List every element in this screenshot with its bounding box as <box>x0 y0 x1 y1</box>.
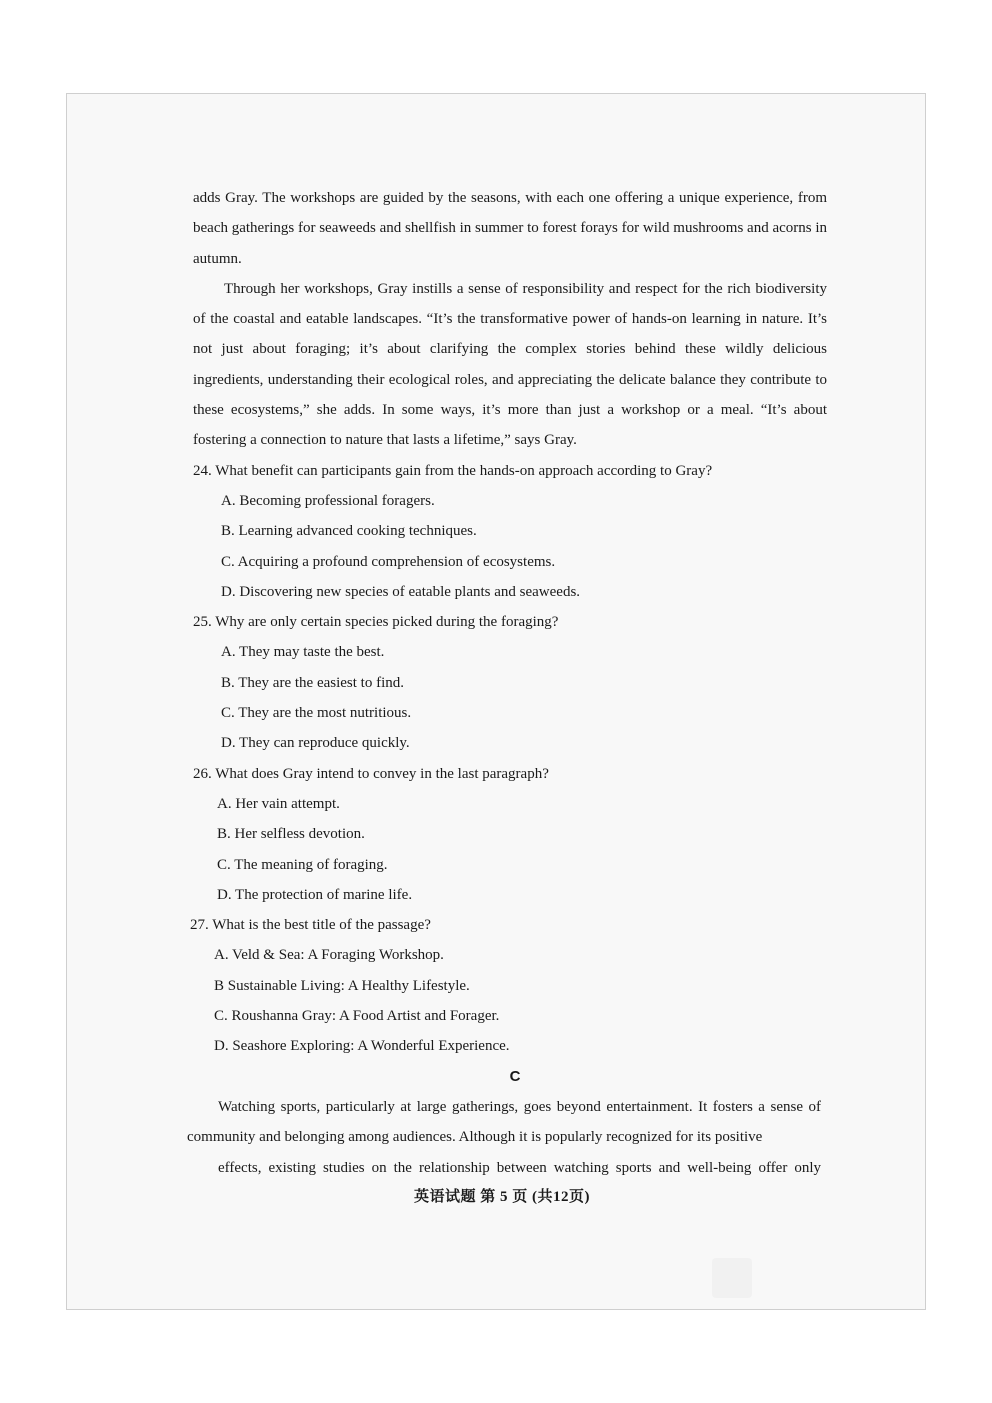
section-c-heading: C <box>509 1067 521 1085</box>
option-b: B. Her selfless devotion. <box>217 826 365 843</box>
option-b: B. They are the easiest to find. <box>221 674 405 691</box>
question-stem: 27. What is the best title of the passage? <box>190 917 431 934</box>
option-a: A. Veld & Sea: A Foraging Workshop. <box>214 947 444 964</box>
passage-c-paragraph-1 <box>187 1092 821 1183</box>
question-25 <box>193 607 827 758</box>
option-d: D. Seashore Exploring: A Wonderful Experience. <box>214 1038 510 1055</box>
passage-b-paragraph-2: Through her workshops, Gray instills a sense of responsibility and respect for the rich biodiversity of the coastal and eatable landscapes. “It’s the transformative power of hands-on learning in nature. It’s not just about foraging; it’s about clarifying the complex stories behind these wildly delicious ingredients, understanding their ecological roles, and appreciating the delicate balance they contribute to these ecosystems,” she adds. In some ways, it’s more than just a workshop or a meal. “It’s about fostering a connection to nature that lasts a lifetime,” says Gray. <box>193 280 827 449</box>
option-d: D. They can reproduce quickly. <box>221 735 410 752</box>
option-c: C. The meaning of foraging. <box>217 856 388 873</box>
option-a: A. Becoming professional foragers. <box>221 492 435 509</box>
option-a: A. Her vain attempt. <box>217 795 340 812</box>
passage-b-paragraph-1: adds Gray. The workshops are guided by the seasons, with each one offering a unique experience, from beach gatherings for seaweeds and shellfish in summer to forest forays for wild mushrooms and acorns in autumn. <box>193 190 828 267</box>
option-c: C. Acquiring a profound comprehension of ecosystems. <box>221 553 556 570</box>
scan-smudge <box>712 1258 752 1298</box>
option-b: B Sustainable Living: A Healthy Lifestyle. <box>214 977 470 994</box>
question-26 <box>193 759 827 910</box>
question-stem: 24. What benefit can participants gain from the hands-on approach according to Gray? <box>193 462 713 479</box>
question-stem: 25. Why are only certain species picked during the foraging? <box>193 614 559 631</box>
question-27 <box>190 910 827 1061</box>
passage-c-last-line: effects, existing studies on the relationship between watching sports and well-being offer only <box>218 1159 821 1176</box>
option-c: C. Roushanna Gray: A Food Artist and Forager. <box>214 1008 500 1025</box>
question-stem: 26. What does Gray intend to convey in the last paragraph? <box>193 765 549 782</box>
page-content <box>187 183 828 1183</box>
question-24 <box>193 456 827 607</box>
option-d: D. Discovering new species of eatable plants and seaweeds. <box>221 583 581 600</box>
option-d: D. The protection of marine life. <box>217 886 413 903</box>
option-c: C. They are the most nutritious. <box>221 705 412 722</box>
passage-c-text: Watching sports, particularly at large gatherings, goes beyond entertainment. It fosters a sense of community and belonging among audiences. Although it is popularly recognized for its positive <box>187 1098 821 1146</box>
option-a: A. They may taste the best. <box>221 644 385 661</box>
page-footer: 英语试题 第 5 页 (共12页) <box>414 1189 590 1205</box>
option-b: B. Learning advanced cooking techniques. <box>221 523 477 540</box>
